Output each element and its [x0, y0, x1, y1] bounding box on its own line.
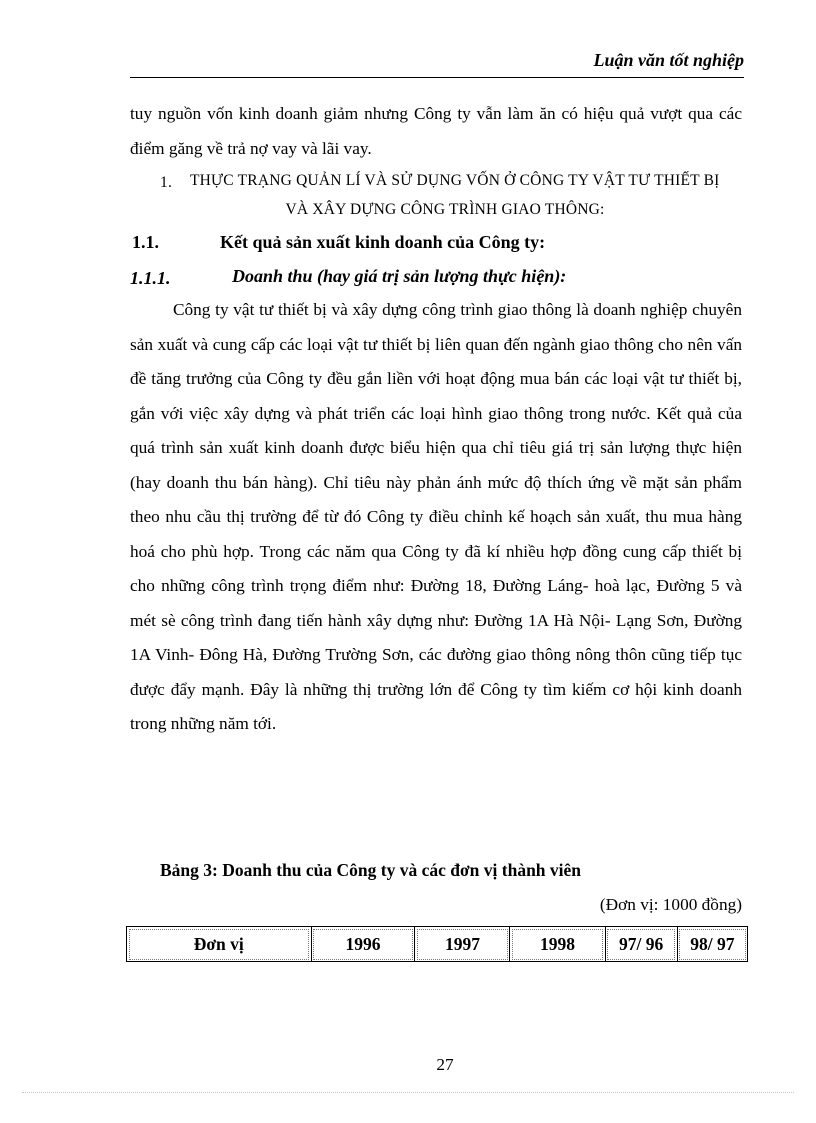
table-header-row	[127, 927, 748, 962]
heading-1-1-1-number: 1.1.1.	[130, 268, 171, 288]
col-header-1997: 1997	[415, 927, 510, 962]
table-caption: Bảng 3: Doanh thu của Công ty và các đơn vị thành viên	[160, 860, 582, 880]
col-header-unit: Đơn vị	[127, 927, 312, 962]
section-1-number: 1.	[160, 174, 173, 191]
col-header-1996: 1996	[311, 927, 415, 962]
col-header-1998: 1998	[510, 927, 605, 962]
running-header-title: Luận văn tốt nghiệp	[593, 50, 744, 70]
col-header-98-97: 98/ 97	[677, 927, 747, 962]
col-header-97-96: 97/ 96	[605, 927, 677, 962]
revenue-table	[126, 926, 748, 962]
heading-1-1-text: Kết quả sản xuất kinh doanh của Công ty:	[220, 232, 546, 252]
header-rule	[130, 77, 744, 78]
section-1-title-line1: THỰC TRẠNG QUẢN LÍ VÀ SỬ DỤNG VỐN Ở CÔNG TY VẬT TƯ THIẾT BỊ	[190, 172, 720, 189]
body-paragraph: Công ty vật tư thiết bị và xây dựng công trình giao thông là doanh nghiệp chuyên sản xuất và cung cấp các loại vật tư thiết bị liên quan đến ngành giao thông cho nên vấn đề tăng trưởng của Công ty đều gắn liền với hoạt động mua bán các loại vật tư thiết bị, gắn với việc xây dựng và phát triển các loại hình giao thông trong nước. Kết quả của quá trình sản xuất kinh doanh được biểu hiện qua chỉ tiêu giá trị sản lượng thực hiện (hay doanh thu bán hàng). Chỉ tiêu này phản ánh mức độ thích ứng về mặt sản phẩm theo nhu cầu thị trường để từ đó Công ty điều chỉnh kế hoạch sản xuất, thu mua hàng hoá cho phù hợp. Trong các năm qua Công ty đã kí nhiều hợp đồng cung cấp thiết bị cho những công trình trọng điểm như: Đường 18, Đường Láng- hoà lạc, Đường 5 và mét sè công trình đang tiến hành xây dựng như: Đường 1A Hà Nội- Lạng Sơn, Đường 1A Vinh- Đông Hà, Đường Trường Sơn, các đường giao thông nông thôn cũng tiếp tục được đẩy mạnh. Đây là những thị trường lớn để Công ty tìm kiếm cơ hội kinh doanh trong những năm tới.	[130, 300, 742, 733]
heading-1-1-number: 1.1.	[132, 232, 159, 252]
table-unit: (Đơn vị: 1000 đồng)	[599, 895, 742, 914]
section-1-title-line2: VÀ XÂY DỰNG CÔNG TRÌNH GIAO THÔNG:	[285, 201, 605, 218]
heading-1-1-1-text: Doanh thu (hay giá trị sản lượng thực hiện):	[232, 266, 567, 286]
footer-dotted-line	[22, 1092, 794, 1093]
intro-paragraph: tuy nguồn vốn kinh doanh giảm nhưng Công ty vẫn làm ăn có hiệu quả vượt qua các điểm găng về trả nợ vay và lãi vay.	[130, 104, 742, 158]
page-number: 27	[436, 1055, 454, 1074]
